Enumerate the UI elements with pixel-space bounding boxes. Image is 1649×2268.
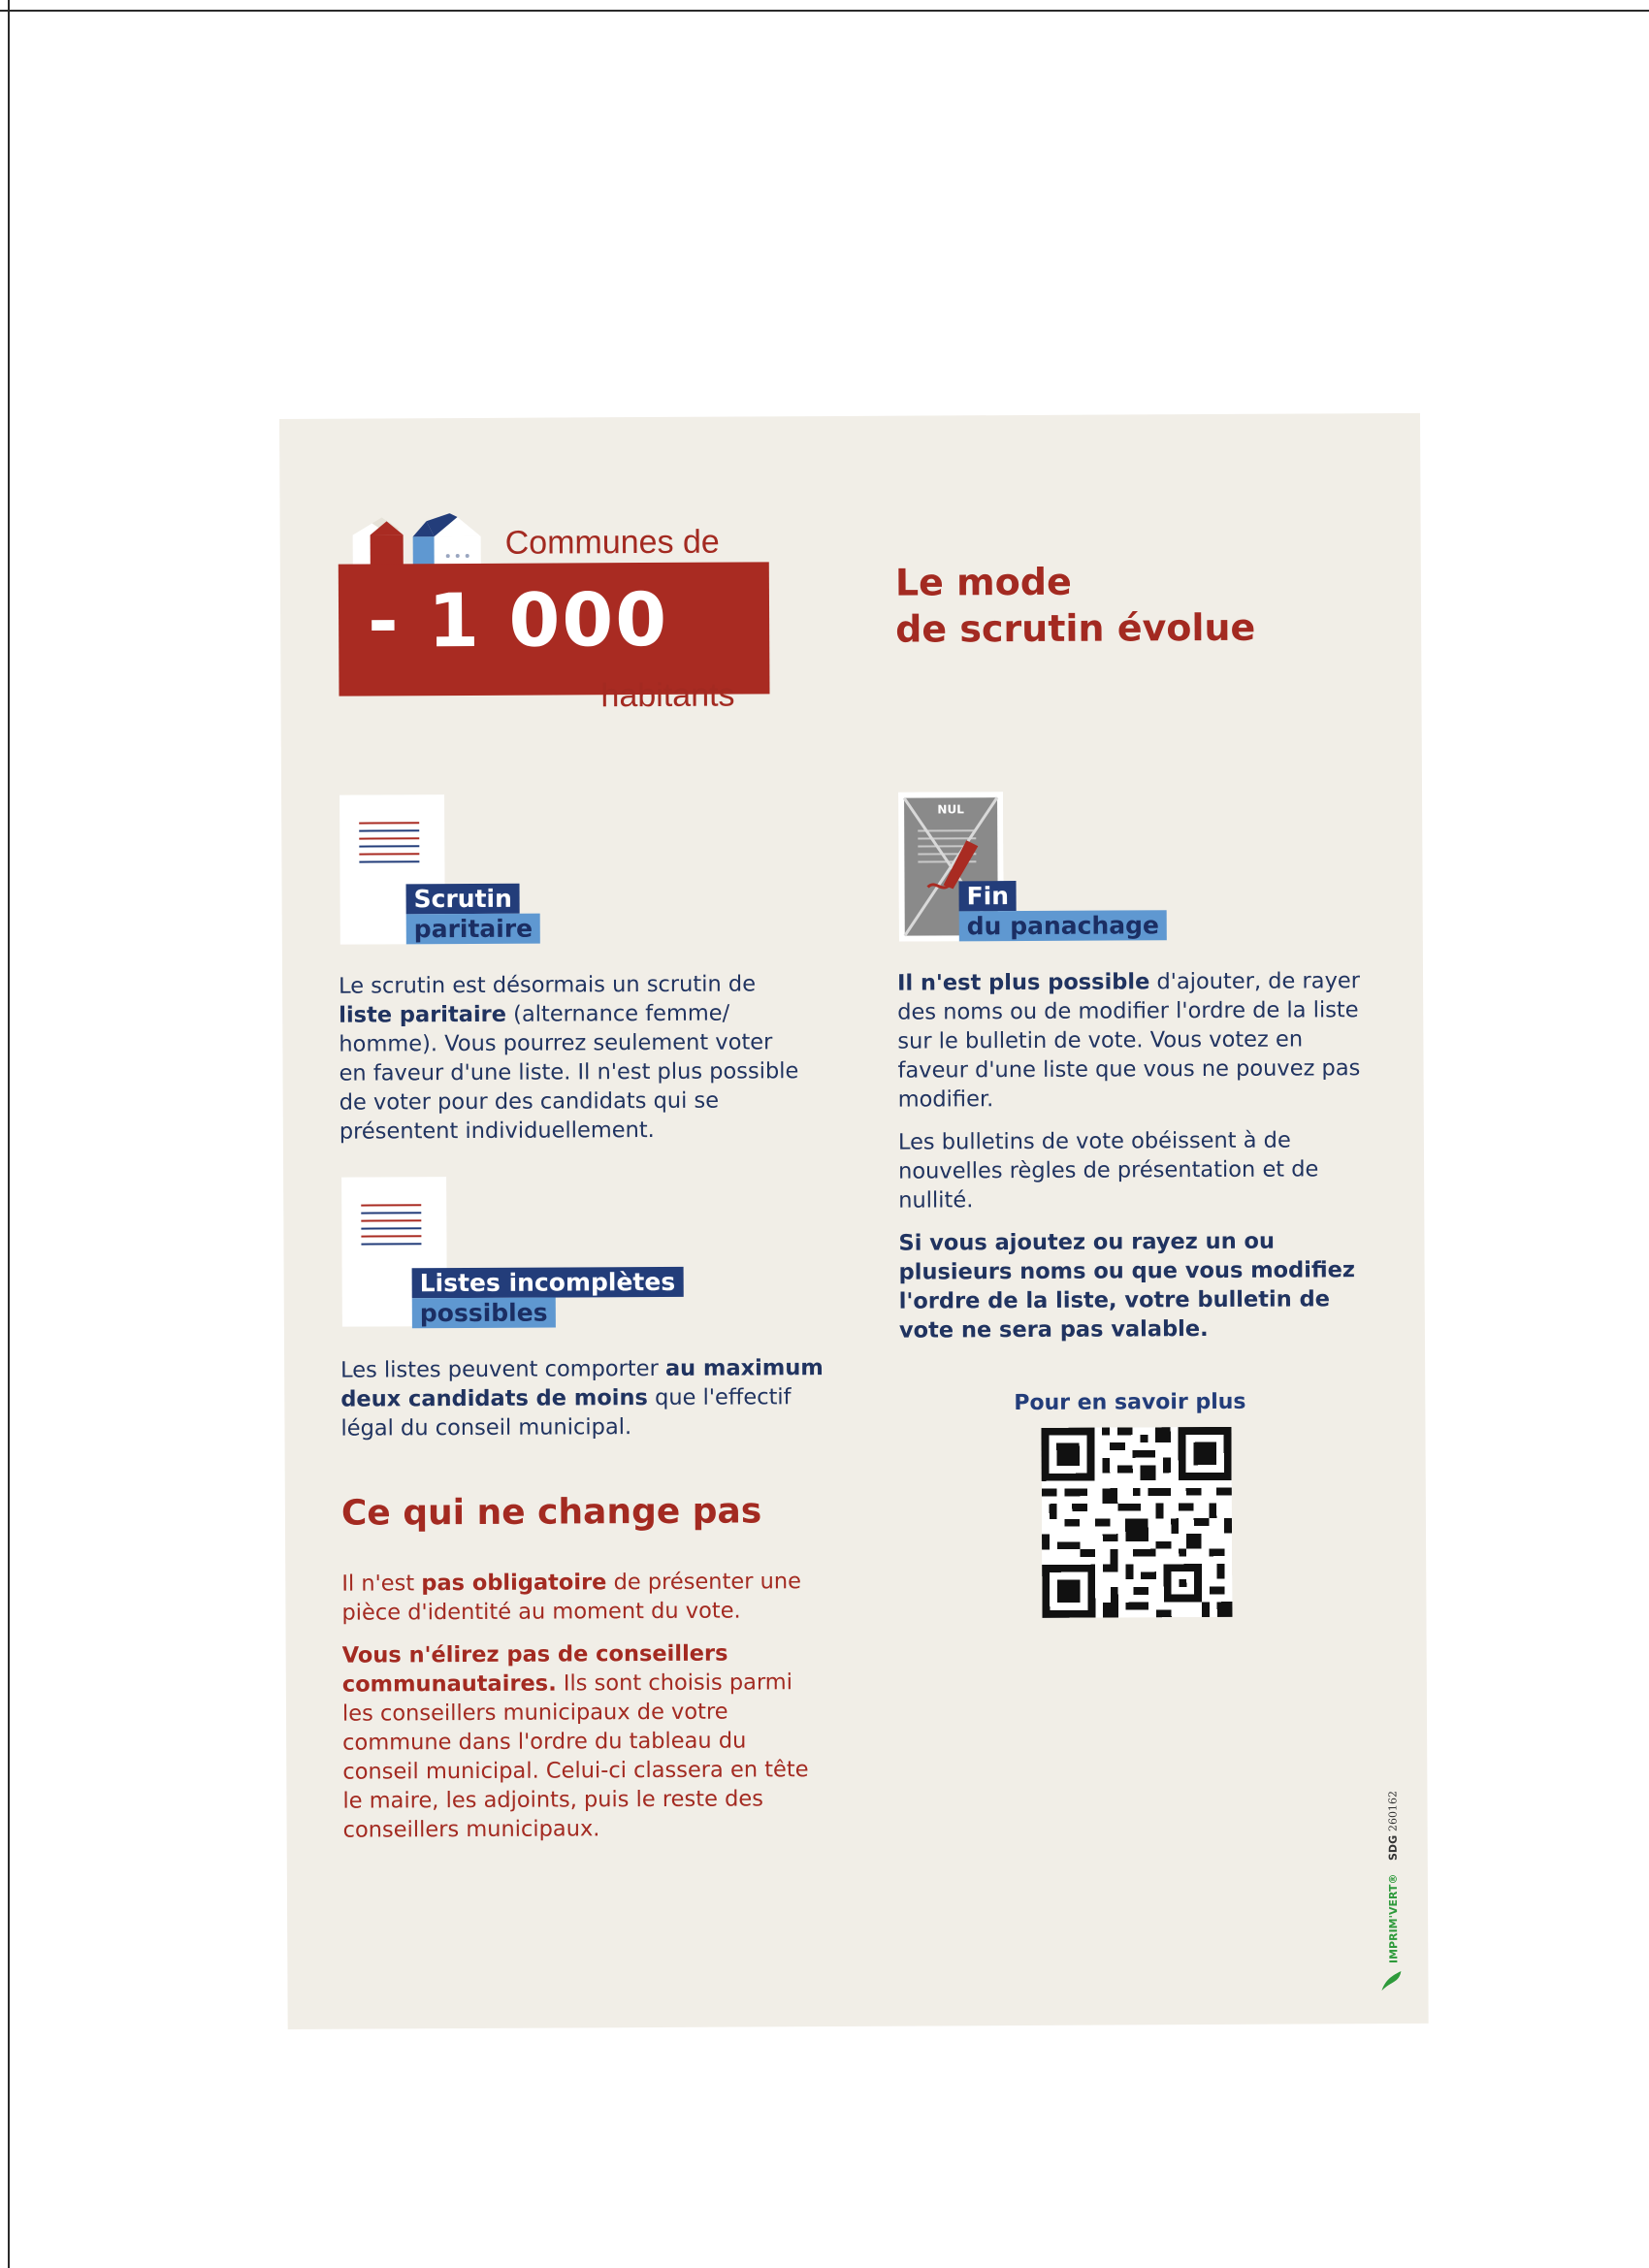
panachage-tag xyxy=(959,880,1167,941)
scrutin-tag xyxy=(406,884,541,945)
scan-top-border xyxy=(0,0,1649,12)
panachage-tag-line2: du panachage xyxy=(959,910,1167,941)
listes-tag-line1: Listes incomplètes xyxy=(412,1267,684,1298)
unchanged-p2: Vous n'élirez pas de conseillers communautaires. Ils sont choisis parmi les conseillers municipaux de votre commune dans l'ordre du tableau du conseil municipal. Celui-ci classera en tête le maire, les adjoints, puis le reste des conseillers municipaux. xyxy=(341,1640,809,1843)
flyer-sheet xyxy=(279,413,1429,2029)
scrutin-tag-line2: paritaire xyxy=(406,914,541,945)
habitants-label: habitants xyxy=(600,676,735,715)
listes-tag-line2: possibles xyxy=(412,1298,556,1329)
listes-paragraph: Les listes peuvent comporter au maximum deux candidats de moins que l'effectif légal du conseil municipal. xyxy=(340,1355,824,1442)
leaf-icon xyxy=(1381,1971,1401,1991)
imprint-number: 260162 xyxy=(1386,1790,1400,1832)
unchanged-p1: Il n'est pas obligatoire de présenter une pièce d'identité au moment du vote. xyxy=(341,1569,802,1626)
ballot-label: NUL xyxy=(937,802,964,817)
scrutin-bold: liste paritaire xyxy=(339,1001,507,1028)
big-number: - 1 000 xyxy=(367,575,669,664)
panachage-p3: Si vous ajoutez ou rayez un ou plusieurs noms ou que vous modifiez l'ordre de la liste, votre bulletin de vote ne sera pas valable. xyxy=(898,1228,1356,1344)
scrutin-tag-line1: Scrutin xyxy=(406,884,520,915)
communes-de-label: Communes de xyxy=(504,523,720,562)
more-info-label: Pour en savoir plus xyxy=(1014,1389,1246,1416)
imprint-brand: IMPRIM'VERT® xyxy=(1386,1873,1401,1964)
scrutin-paragraph: Le scrutin est désormais un scrutin de liste paritaire (alternance femme/ homme). Vous pourrez seulement voter en faveur d'une liste. Il n'est plus possible de voter pour des candidats qui se présentent individuellement. xyxy=(338,971,799,1145)
mode-title-line2: de scrutin évolue xyxy=(895,605,1256,651)
panachage-p1: Il n'est plus possible d'ajouter, de rayer des noms ou de modifier l'ordre de la liste sur le bulletin de vote. Vous votez en faveur d'une liste que vous ne pouvez pas modifier. xyxy=(896,968,1361,1113)
imprint-code: SDG xyxy=(1386,1834,1400,1862)
imprim-vert-logo xyxy=(1376,1781,1410,1994)
panachage-paragraphs xyxy=(897,966,1365,1359)
panachage-p2: Les bulletins de vote obéissent à de nouvelles règles de présentation et de nullité. xyxy=(897,1127,1319,1214)
unchanged-paragraphs xyxy=(341,1567,828,1859)
qr-code-icon xyxy=(1041,1427,1232,1618)
mode-title-line1: Le mode xyxy=(894,560,1072,604)
listes-tag xyxy=(412,1267,684,1328)
listes-bold: au maximum deux candidats de moins xyxy=(340,1355,824,1412)
scan-left-border xyxy=(0,0,10,2268)
unchanged-heading: Ce qui ne change pas xyxy=(340,1491,762,1534)
panachage-tag-line1: Fin xyxy=(959,881,1018,911)
mode-title xyxy=(895,557,1322,652)
